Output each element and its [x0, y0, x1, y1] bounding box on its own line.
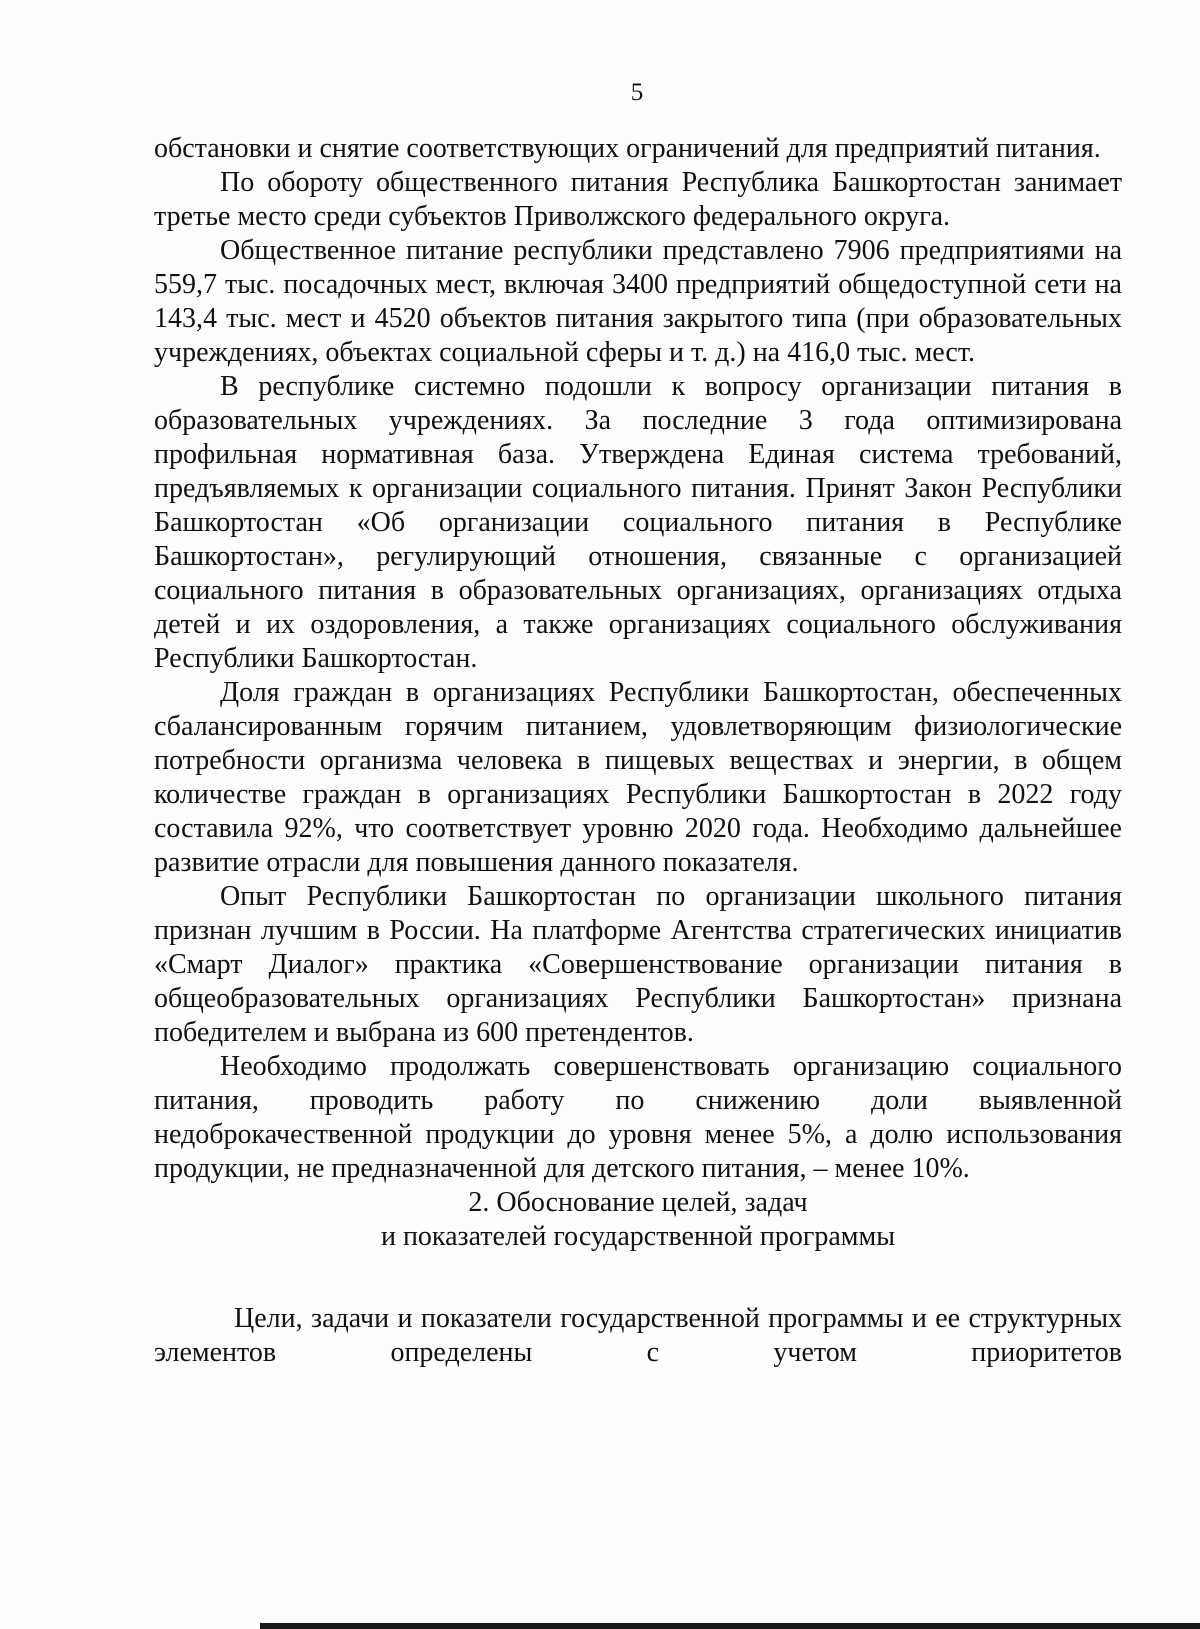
page-number: 5 [630, 79, 644, 106]
section-heading [154, 1186, 1122, 1254]
section-heading-line-2: и показателей государственной программы [380, 1221, 896, 1252]
section-heading-line-1: 2. Обоснование целей, задач [468, 1187, 808, 1218]
paragraph-goals-intro: Цели, задачи и показатели государственной программы и ее структурных элементов определены с учетом приоритетов [154, 1303, 1122, 1368]
document-body [154, 132, 1122, 1370]
paragraph-hot-meals-share: Доля граждан в организациях Республики Башкортостан, обеспеченных сбалансированным горячим питанием, удовлетворяющим физиологические потребности организма человека в пищевых веществах и энергии, в общем количестве граждан в организациях Республики Башкортостан в 2022 году составила 92%, что соответствует уровню 2020 года. Необходимо дальнейшее развитие отрасли для повышения данного показателя. [154, 677, 1122, 878]
paragraph-education-catering: В республике системно подошли к вопросу организации питания в образовательных учреждениях. За последние 3 года оптимизирована профильная нормативная база. Утверждена Единая система требований, предъявляемых к организации социального питания. Принят Закон Республики Башкортостан «Об организации социального питания в Республике Башкортостан», регулирующий отношения, связанные с организацией социального питания в образовательных организациях, организациях отдыха детей и их оздоровления, а также организациях социального обслуживания Республики Башкортостан. [154, 371, 1122, 674]
paragraph-turnover: По обороту общественного питания Республика Башкортостан занимает третье место среди субъектов Приволжского федерального округа. [154, 167, 1122, 232]
paragraph-catering-network: Общественное питание республики представлено 7906 предприятиями на 559,7 тыс. посадочных мест, включая 3400 предприятий общедоступной сети на 143,4 тыс. мест и 4520 объектов питания закрытого типа (при образовательных учреждениях, объектах социальной сферы и т. д.) на 416,0 тыс. мест. [154, 235, 1122, 368]
paragraph-school-catering-experience: Опыт Республики Башкортостан по организации школьного питания признан лучшим в России. На платформе Агентства стратегических инициатив «Смарт Диалог» практика «Совершенствование организации питания в общеобразовательных организациях Республики Башкортостан» признана победителем и выбрана из 600 претендентов. [154, 881, 1122, 1048]
paragraph-improvement-goals: Необходимо продолжать совершенствовать организацию социального питания, проводить работу по снижению доли выявленной недоброкачественной продукции до уровня менее 5%, а долю использования продукции, не предназначенной для детского питания, – менее 10%. [154, 1051, 1122, 1184]
scan-edge-line [260, 1623, 1200, 1629]
paragraph-continuation: обстановки и снятие соответствующих ограничений для предприятий питания. [154, 133, 1101, 164]
